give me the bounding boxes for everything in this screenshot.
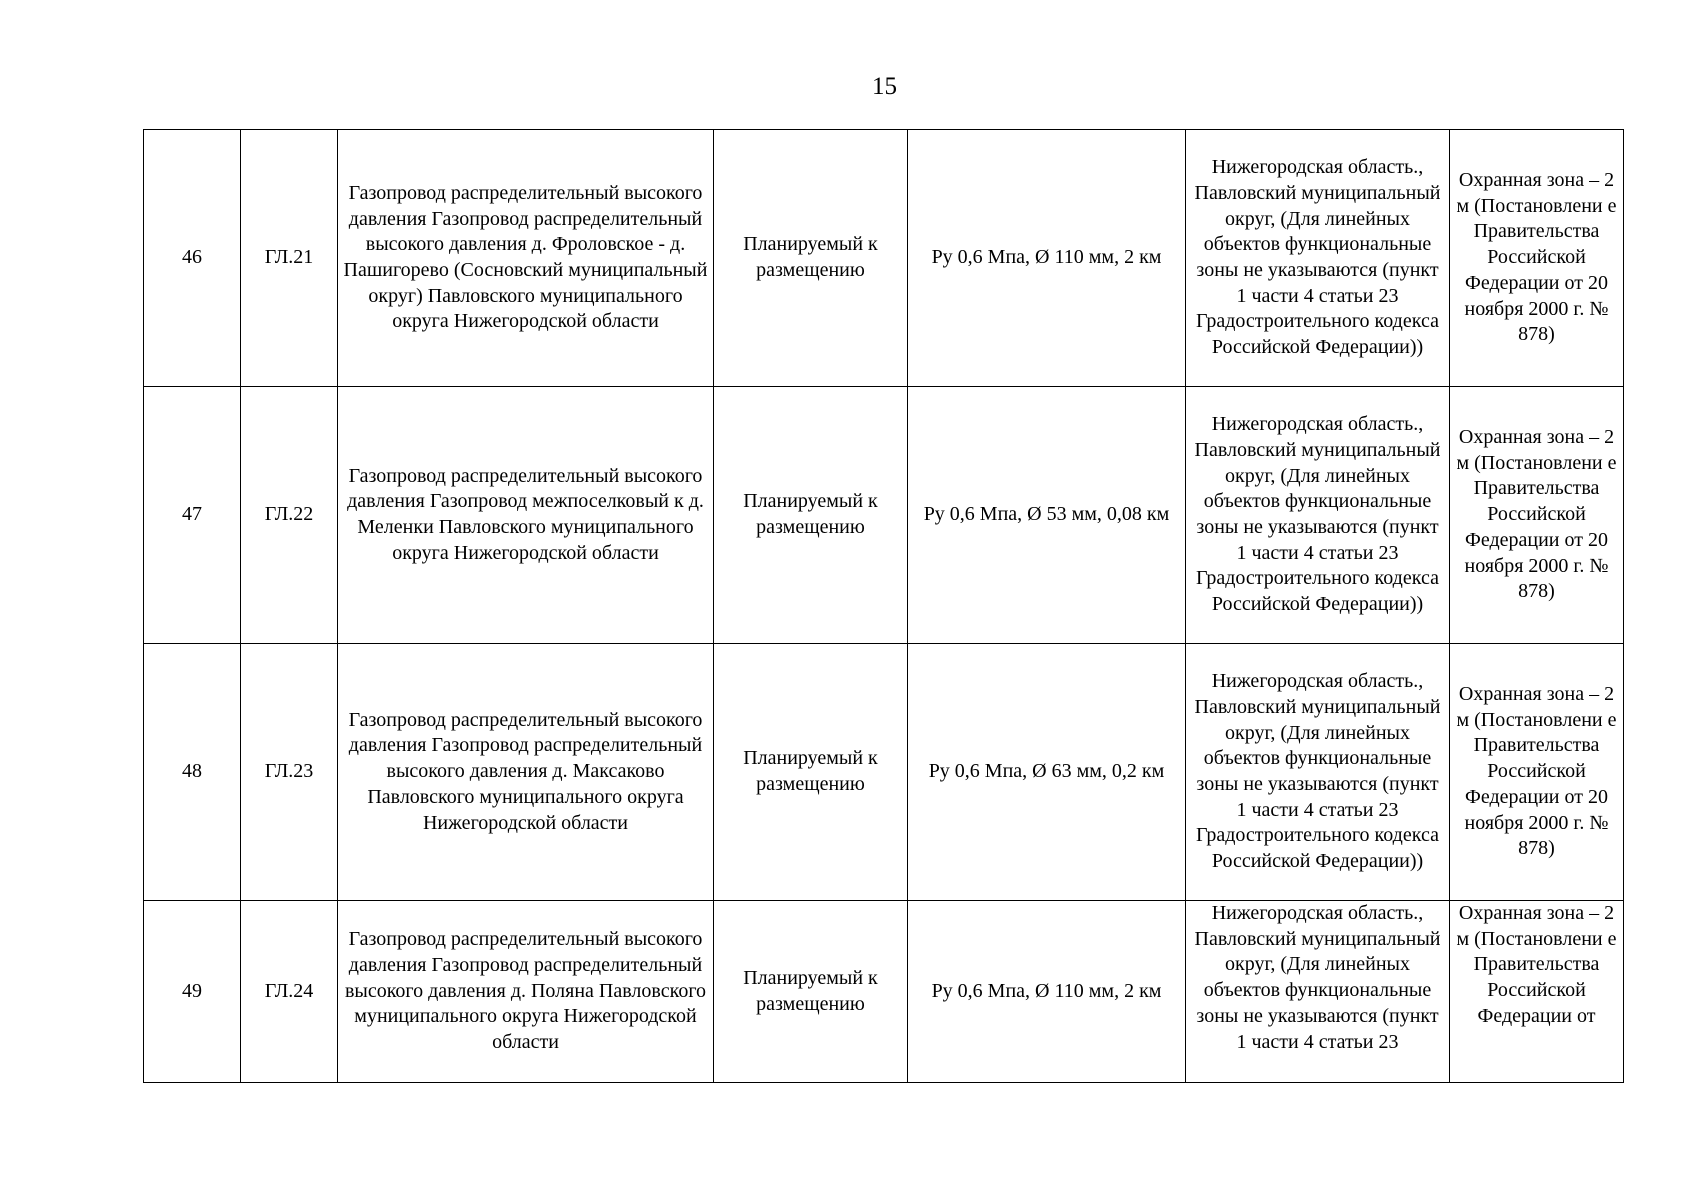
object-name: Газопровод распределительный высокого давления Газопровод межпоселковый к д. Меленки Павловского муниципального округа Нижегородской области <box>338 387 714 644</box>
row-number: 49 <box>144 901 241 1083</box>
page-number: 15 <box>872 73 897 100</box>
object-location: Нижегородская область., Павловский муниципальный округ, (Для линейных объектов функциональные зоны не указываются (пункт 1 части 4 статьи 23 Градостроительного кодекса Российской Федерации)) <box>1186 387 1450 644</box>
protection-zone: Охранная зона – 2 м (Постановлени е Правительства Российской Федерации от 20 ноября 2000 г. № 878) <box>1450 130 1624 387</box>
object-status: Планируемый к размещению <box>714 901 908 1083</box>
object-code: ГЛ.22 <box>241 387 338 644</box>
object-name: Газопровод распределительный высокого давления Газопровод распределительный высокого давления д. Фроловское - д. Пашигорево (Сосновский муниципальный округ) Павловского муниципального округа Нижегородской области <box>338 130 714 387</box>
row-number: 47 <box>144 387 241 644</box>
protection-zone: Охранная зона – 2 м (Постановлени е Правительства Российской Федерации от 20 ноября 2000 г. № 878) <box>1450 387 1624 644</box>
protection-zone: Охранная зона – 2 м (Постановлени е Правительства Российской Федерации от <box>1450 901 1624 1083</box>
object-code: ГЛ.24 <box>241 901 338 1083</box>
object-parameters: Ру 0,6 Мпа, Ø 63 мм, 0,2 км <box>908 644 1186 901</box>
object-parameters: Ру 0,6 Мпа, Ø 110 мм, 2 км <box>908 130 1186 387</box>
object-parameters: Ру 0,6 Мпа, Ø 110 мм, 2 км <box>908 901 1186 1083</box>
object-code: ГЛ.23 <box>241 644 338 901</box>
object-name: Газопровод распределительный высокого давления Газопровод распределительный высокого давления д. Поляна Павловского муниципального округа Нижегородской области <box>338 901 714 1083</box>
table-row <box>144 130 1624 387</box>
objects-table <box>143 129 1624 1083</box>
object-parameters: Ру 0,6 Мпа, Ø 53 мм, 0,08 км <box>908 387 1186 644</box>
row-number: 48 <box>144 644 241 901</box>
object-location: Нижегородская область., Павловский муниципальный округ, (Для линейных объектов функциональные зоны не указываются (пункт 1 части 4 статьи 23 Градостроительного кодекса Российской Федерации)) <box>1186 130 1450 387</box>
protection-zone: Охранная зона – 2 м (Постановлени е Правительства Российской Федерации от 20 ноября 2000 г. № 878) <box>1450 644 1624 901</box>
object-status: Планируемый к размещению <box>714 644 908 901</box>
table-row <box>144 901 1624 1083</box>
object-name: Газопровод распределительный высокого давления Газопровод распределительный высокого давления д. Максаково Павловского муниципального округа Нижегородской области <box>338 644 714 901</box>
object-status: Планируемый к размещению <box>714 387 908 644</box>
table-row <box>144 644 1624 901</box>
row-number: 46 <box>144 130 241 387</box>
object-location: Нижегородская область., Павловский муниципальный округ, (Для линейных объектов функциональные зоны не указываются (пункт 1 части 4 статьи 23 Градостроительного кодекса Российской Федерации)) <box>1186 644 1450 901</box>
object-code: ГЛ.21 <box>241 130 338 387</box>
object-status: Планируемый к размещению <box>714 130 908 387</box>
object-location: Нижегородская область., Павловский муниципальный округ, (Для линейных объектов функциональные зоны не указываются (пункт 1 части 4 статьи 23 <box>1186 901 1450 1083</box>
table-row <box>144 387 1624 644</box>
